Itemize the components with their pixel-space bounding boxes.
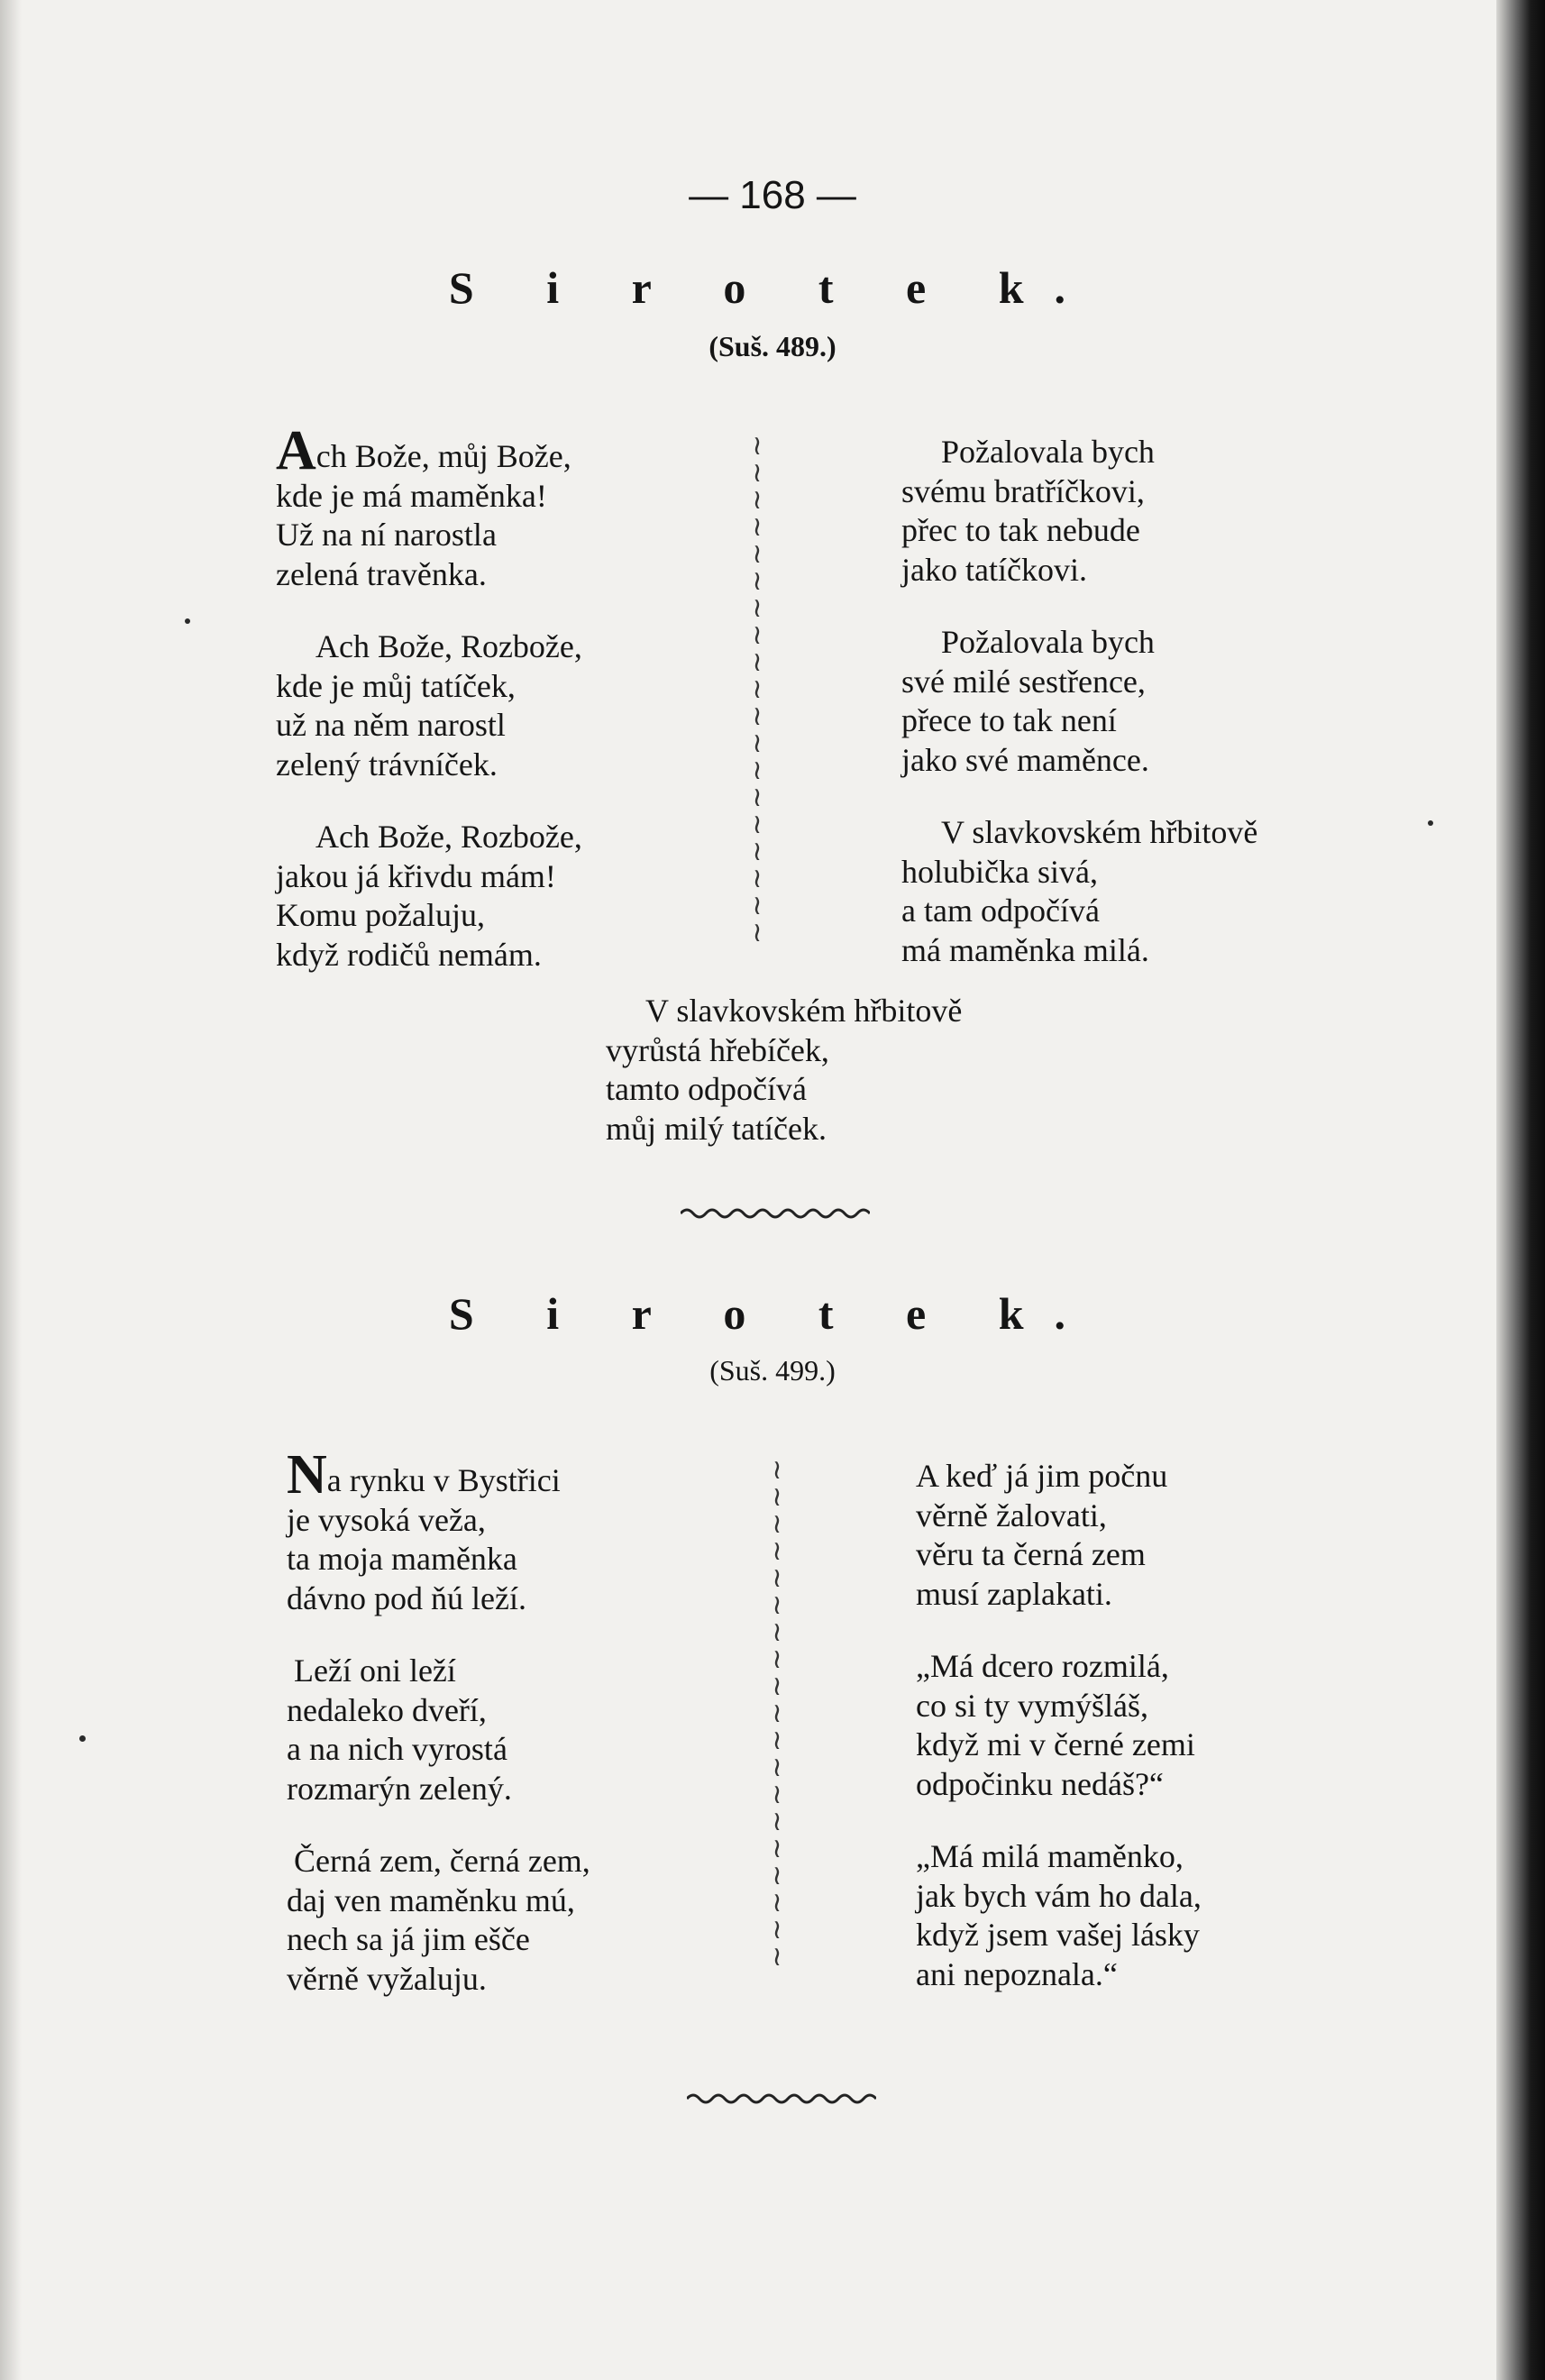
verse-line: daj ven maměnku mú, xyxy=(287,1881,575,1918)
verse-line: nech sa já jim ešče xyxy=(287,1921,530,1957)
stanza xyxy=(287,1652,590,1808)
squiggle-segment: ≀ xyxy=(772,1698,782,1728)
verse-line: Na rynku v Bystřici xyxy=(287,1444,561,1506)
verse-line: Ach Bože, Rozbože, xyxy=(315,628,582,664)
poem2-right-column xyxy=(916,1457,1202,2028)
verse-line: věru ta černá zem xyxy=(916,1536,1146,1572)
squiggle-segment: ≀ xyxy=(752,728,763,758)
verse-line: „Má dcero rozmilá, xyxy=(916,1648,1169,1684)
verse-line: je vysoká veža, xyxy=(287,1501,486,1538)
poem1-title: S i r o t e k. xyxy=(448,262,1097,313)
squiggle-segment: ≀ xyxy=(752,539,763,569)
squiggle-segment: ≀ xyxy=(772,1590,782,1620)
poem1-right-column xyxy=(901,433,1257,1003)
verse-line: má maměnka milá. xyxy=(901,931,1149,968)
squiggle-segment: ≀ xyxy=(772,1834,782,1863)
verse-line: V slavkovském hřbitově xyxy=(941,814,1258,850)
squiggle-segment: ≀ xyxy=(772,1888,782,1918)
verse-line: A keď já jim počnu xyxy=(916,1458,1168,1494)
ink-speck xyxy=(79,1735,86,1742)
stanza xyxy=(276,818,582,975)
poem2-reference: (Suš. 499.) xyxy=(709,1354,836,1387)
squiggle-segment: ≀ xyxy=(772,1780,782,1809)
verse-line: když mi v černé zemi xyxy=(916,1726,1195,1762)
verse-line: „Má milá maměnko, xyxy=(916,1838,1184,1874)
verse-line: jako své maměnce. xyxy=(901,741,1149,778)
poem2-left-column xyxy=(287,1444,590,2032)
stanza xyxy=(916,1647,1202,1804)
verse-line: Požalovala bych xyxy=(941,624,1155,660)
stanza xyxy=(901,433,1257,590)
verse-line: co si ty vymýšláš, xyxy=(916,1687,1148,1724)
ink-speck xyxy=(185,618,190,624)
verse-line: už na něm narostl xyxy=(276,707,506,743)
squiggle-segment: ≀ xyxy=(772,1807,782,1836)
verse-line: odpočinku nedáš?“ xyxy=(916,1765,1164,1802)
stanza xyxy=(287,1842,590,1999)
verse-line: kde je můj tatíček, xyxy=(276,667,516,704)
verse-line: Komu požaluju, xyxy=(276,897,485,933)
verse-line: zelená travěnka. xyxy=(276,555,487,592)
stanza xyxy=(916,1837,1202,1994)
verse-line: věrně vyžaluju. xyxy=(287,1960,487,1997)
stanza xyxy=(287,1444,590,1618)
squiggle-segment: ≀ xyxy=(772,1482,782,1512)
verse-line: a tam odpočívá xyxy=(901,892,1100,929)
verse-line: Leží oni leží xyxy=(294,1652,456,1689)
squiggle-segment: ≀ xyxy=(772,1671,782,1701)
page-number: — 168 — xyxy=(689,173,856,217)
verse-line: když jsem vašej lásky xyxy=(916,1917,1200,1953)
verse-line: V slavkovském hřbitově xyxy=(645,993,963,1029)
squiggle-segment: ≀ xyxy=(752,647,763,677)
verse-line: ta moja maměnka xyxy=(287,1541,517,1577)
squiggle-segment: ≀ xyxy=(772,1915,782,1945)
verse-line: ani nepoznala.“ xyxy=(916,1955,1118,1992)
stanza xyxy=(276,420,582,594)
squiggle-segment: ≀ xyxy=(752,837,763,866)
squiggle-segment: ≀ xyxy=(772,1617,782,1647)
squiggle-segment: ≀ xyxy=(752,593,763,623)
verse-line: přec to tak nebude xyxy=(901,512,1140,548)
squiggle-segment: ≀ xyxy=(752,566,763,596)
squiggle-segment: ≀ xyxy=(752,783,763,812)
verse-line: Požalovala bych xyxy=(941,434,1155,470)
verse-line: když rodičů nemám. xyxy=(276,936,542,973)
squiggle-segment: ≀ xyxy=(752,755,763,785)
squiggle-segment: ≀ xyxy=(752,512,763,542)
verse-line: tamto odpočívá xyxy=(606,1071,807,1107)
verse-line: nedaleko dveří, xyxy=(287,1691,487,1728)
verse-line: své milé sestřence, xyxy=(901,663,1146,700)
ornamental-divider xyxy=(681,1204,870,1222)
poem1-left-column xyxy=(276,420,582,1008)
squiggle-segment: ≀ xyxy=(752,918,763,947)
drop-cap: A xyxy=(276,420,316,481)
squiggle-segment: ≀ xyxy=(752,864,763,893)
squiggle-segment: ≀ xyxy=(752,701,763,731)
verse-line: Ach Bože, můj Bože, xyxy=(276,420,571,481)
verse-line: musí zaplakati. xyxy=(916,1575,1112,1612)
squiggle-segment: ≀ xyxy=(772,1457,782,1485)
squiggle-segment: ≀ xyxy=(752,810,763,839)
squiggle-segment: ≀ xyxy=(772,1563,782,1593)
squiggle-segment: ≀ xyxy=(772,1644,782,1674)
verse-line: věrně žalovati, xyxy=(916,1497,1107,1533)
verse-line: Už na ní narostla xyxy=(276,517,497,553)
squiggle-segment: ≀ xyxy=(772,1726,782,1755)
squiggle-segment: ≀ xyxy=(772,1861,782,1890)
column-separator-squiggle xyxy=(764,1457,790,1989)
verse-line: holubička sivá, xyxy=(901,853,1098,890)
verse-line: rozmarýn zelený. xyxy=(287,1770,512,1807)
stanza xyxy=(901,623,1257,780)
verse-line: jakou já křivdu mám! xyxy=(276,857,556,894)
squiggle-segment: ≀ xyxy=(752,485,763,515)
verse-line: svému bratříčkovi, xyxy=(901,472,1145,509)
poem1-final-stanza xyxy=(606,992,962,1182)
column-separator-squiggle xyxy=(745,433,770,965)
stanza xyxy=(916,1457,1202,1614)
squiggle-segment: ≀ xyxy=(752,433,763,461)
squiggle-segment: ≀ xyxy=(752,620,763,650)
squiggle-segment: ≀ xyxy=(772,1942,782,1972)
verse-line: Černá zem, černá zem, xyxy=(294,1843,590,1879)
squiggle-segment: ≀ xyxy=(772,1509,782,1539)
verse-line: kde je má maměnka! xyxy=(276,477,547,514)
poem2-title: S i r o t e k. xyxy=(448,1288,1097,1339)
squiggle-segment: ≀ xyxy=(772,1753,782,1782)
stanza xyxy=(276,627,582,784)
verse-line: jak bych vám ho dala, xyxy=(916,1877,1202,1914)
stanza xyxy=(606,992,962,1149)
verse-line: můj milý tatíček. xyxy=(606,1110,827,1147)
ink-speck xyxy=(1428,820,1433,826)
squiggle-segment: ≀ xyxy=(752,458,763,488)
verse-line: jako tatíčkovi. xyxy=(901,551,1087,588)
squiggle-segment: ≀ xyxy=(772,1536,782,1566)
stanza xyxy=(901,813,1257,970)
verse-line: zelený trávníček. xyxy=(276,746,498,783)
verse-line: vyrůstá hřebíček, xyxy=(606,1031,829,1068)
squiggle-segment: ≀ xyxy=(752,674,763,704)
verse-line: dávno pod ňú leží. xyxy=(287,1579,526,1616)
verse-line: přece to tak není xyxy=(901,702,1117,738)
poem1-reference: (Suš. 489.) xyxy=(709,330,836,362)
verse-line: Ach Bože, Rozbože, xyxy=(315,819,582,855)
drop-cap: N xyxy=(287,1444,327,1506)
squiggle-segment: ≀ xyxy=(752,891,763,920)
verse-line: a na nich vyrostá xyxy=(287,1731,507,1767)
ornamental-divider xyxy=(687,2090,876,2108)
